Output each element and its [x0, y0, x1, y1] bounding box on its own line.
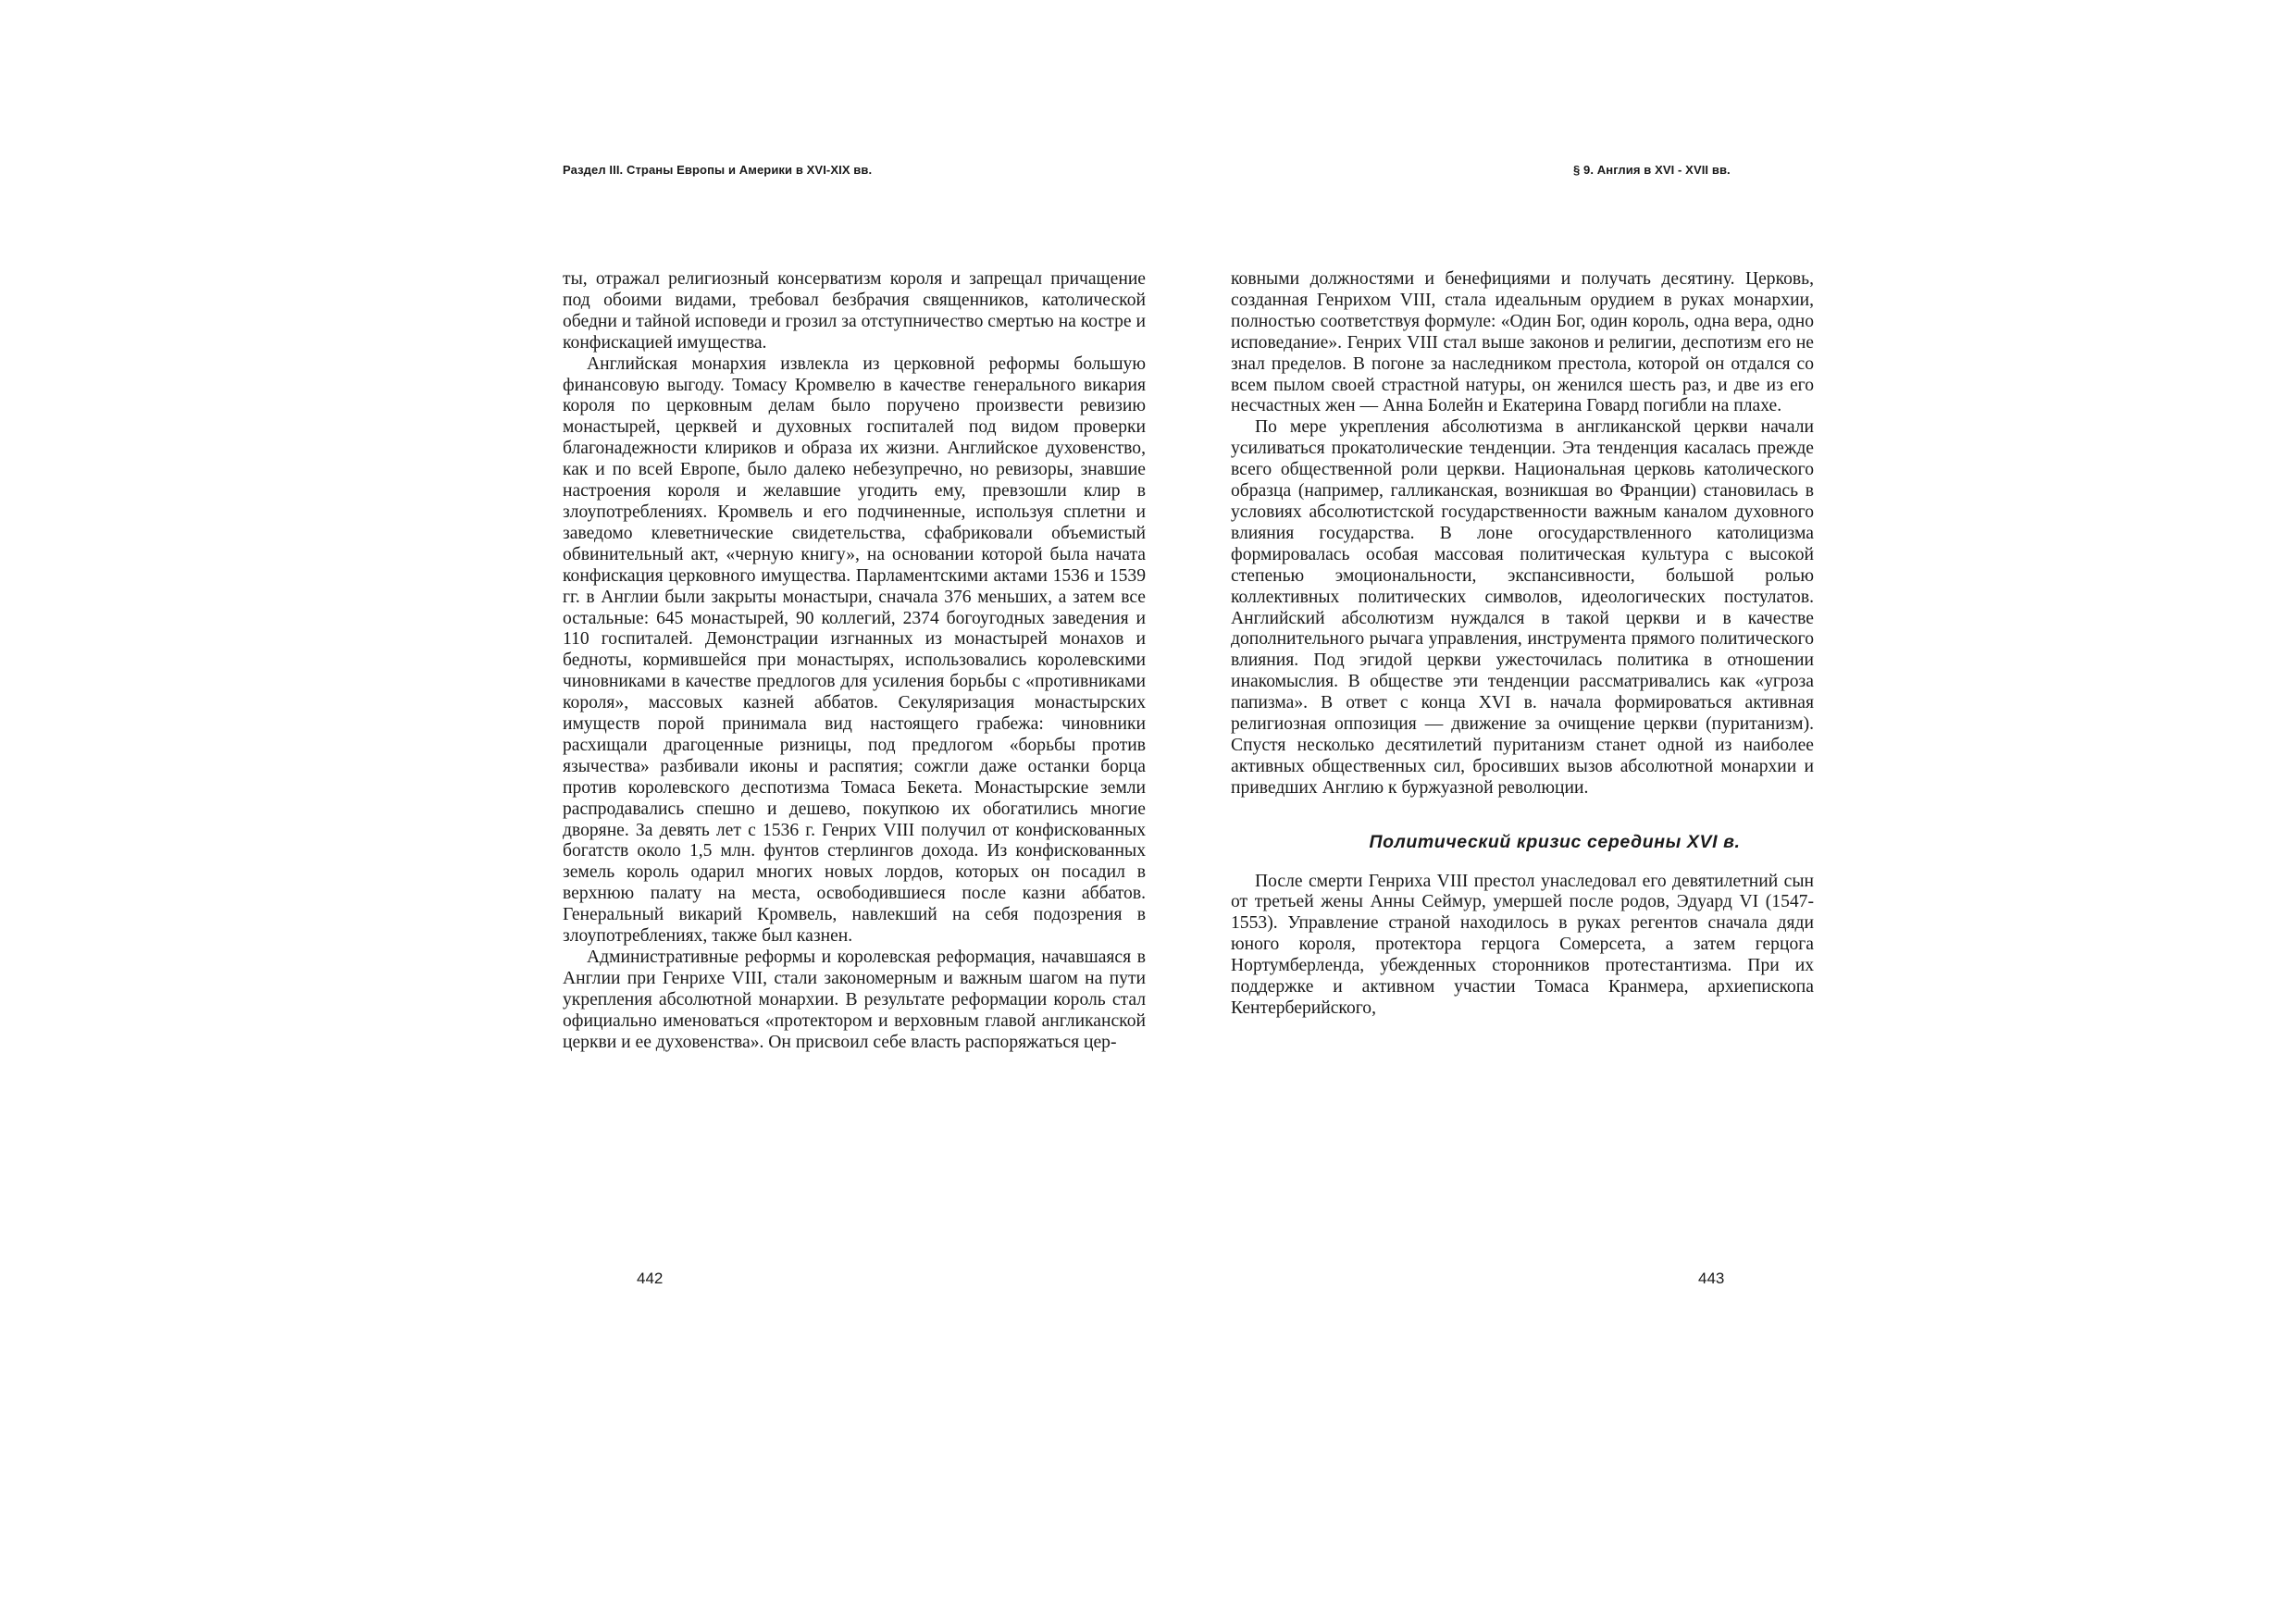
page-number-right: 443	[1698, 1270, 1725, 1287]
body-paragraph: После смерти Генриха VIII престол унаследовал его девятилетний сын от третьей жены Анны Сеймур, умершей после родов, Эдуард VI (1547-1553). Управление страной находилось в руках регентов сначала дяди юного короля, протектора герцога Сомерсета, а затем герцога Нортумберленда, убежденных сторонников протестантизма. При их поддержке и активном участии Томаса Кранмера, архиепископа Кентерберийского,	[1231, 871, 1814, 1018]
running-head-left: Раздел III. Страны Европы и Америки в XVI-XIX вв.	[563, 163, 873, 177]
left-page-text-column	[563, 269, 1146, 1054]
body-paragraph: Английская монархия извлекла из церковной реформы большую финансовую выгоду. Томасу Кромвелю в качестве генерального викария короля по церковным делам было поручено произвести ревизию монастырей, церквей и духовных госпиталей под видом проверки благонадежности клириков и образа их жизни. Английское духовенство, как и по всей Европе, было далеко небезупречно, но ревизоры, знавшие настроения короля и желавшие угодить ему, превзошли клир в злоупотреблениях. Кромвель и его подчиненные, используя сплетни и заведомо клеветнические свидетельства, сфабриковали объемистый обвинительный акт, «черную книгу», на основании которой была начата конфискация церковного имущества. Парламентскими актами 1536 и 1539 гг. в Англии были закрыты монастыри, сначала 376 меньших, а затем все остальные: 645 монастырей, 90 коллегий, 2374 богоугодных заведения и 110 госпиталей. Демонстрации изгнанных из монастырей монахов и бедноты, кормившейся при монастырях, использовались королевскими чиновниками в качестве предлогов для усиления борьбы с «противниками короля», массовых казней аббатов. Секуляризация монастырских имуществ порой принимала вид настоящего грабежа: чиновники расхищали драгоценные ризницы, под предлогом «борьбы против язычества» разбивали иконы и распятия; сожгли даже останки борца против королевского деспотизма Томаса Бекета. Монастырские земли распродавались спешно и дешево, покупкою их обогатились многие дворяне. За девять лет с 1536 г. Генрих VIII получил от конфискованных богатств около 1,5 млн. фунтов стерлингов дохода. Из конфискованных земель король одарил многих новых лордов, которых он посадил в верхнюю палату на места, освободившиеся после казни аббатов. Генеральный викарий Кромвель, навлекший на себя подозрения в злоупотреблениях, также был казнен.	[563, 353, 1146, 947]
page-number-left: 442	[637, 1270, 664, 1287]
running-head-right: § 9. Англия в XVI - XVII вв.	[1573, 163, 1731, 177]
body-paragraph: ты, отражал религиозный консерватизм короля и запрещал причащение под обоими видами, требовал безбрачия священников, католической обедни и тайной исповеди и грозил за отступничество смертью на костре и конфискацией имущества.	[563, 269, 1146, 353]
body-paragraph: ковными должностями и бенефициями и получать десятину. Церковь, созданная Генрихом VIII, стала идеальным орудием в руках монархии, полностью соответствуя формуле: «Один Бог, один король, одна вера, одно исповедание». Генрих VIII стал выше законов и религии, деспотизм его не знал пределов. В погоне за наследником престола, которой он отдался со всем пылом своей страстной натуры, он женился шесть раз, и две из его несчастных жен — Анна Болейн и Екатерина Говард погибли на плахе.	[1231, 269, 1814, 416]
body-paragraph: Административные реформы и королевская реформация, начавшаяся в Англии при Генрихе VIII, стали закономерным и важным шагом на пути укрепления абсолютной монархии. В результате реформации король стал официально именоваться «протектором и верховным главой англиканской церкви и ее духовенства». Он присвоил себе власть распоряжаться цер-	[563, 948, 1146, 1052]
body-paragraph: По мере укрепления абсолютизма в англиканской церкви начали усиливаться прокатолические тенденции. Эта тенденция касалась прежде всего общественной роли церкви. Национальная церковь католического образца (например, галликанская, возникшая во Франции) становилась в условиях абсолютистской государственности важным каналом духовного влияния государства. В лоне огосударствленного католицизма формировалась особая массовая политическая культура с высокой степенью эмоциональности, экспансивности, большой ролью коллективных политических символов, идеологических постулатов. Английский абсолютизм нуждался в такой церкви и в качестве дополнительного рычага управления, инструмента прямого политического влияния. Под эгидой церкви ужесточилась политика в отношении инакомыслия. В обществе эти тенденции рассматривались как «угроза папизма». В ответ с конца XVI в. начала формироваться активная религиозная оппозиция — движение за очищение церкви (пуританизм). Спустя несколько десятилетий пуританизм станет одной из наиболее активных общественных сил, бросивших вызов абсолютной монархии и приведших Англию к буржуазной революции.	[1231, 417, 1814, 798]
right-page-text-column	[1231, 269, 1814, 1020]
section-subheading: Политический кризис середины XVI в.	[1369, 831, 1741, 852]
